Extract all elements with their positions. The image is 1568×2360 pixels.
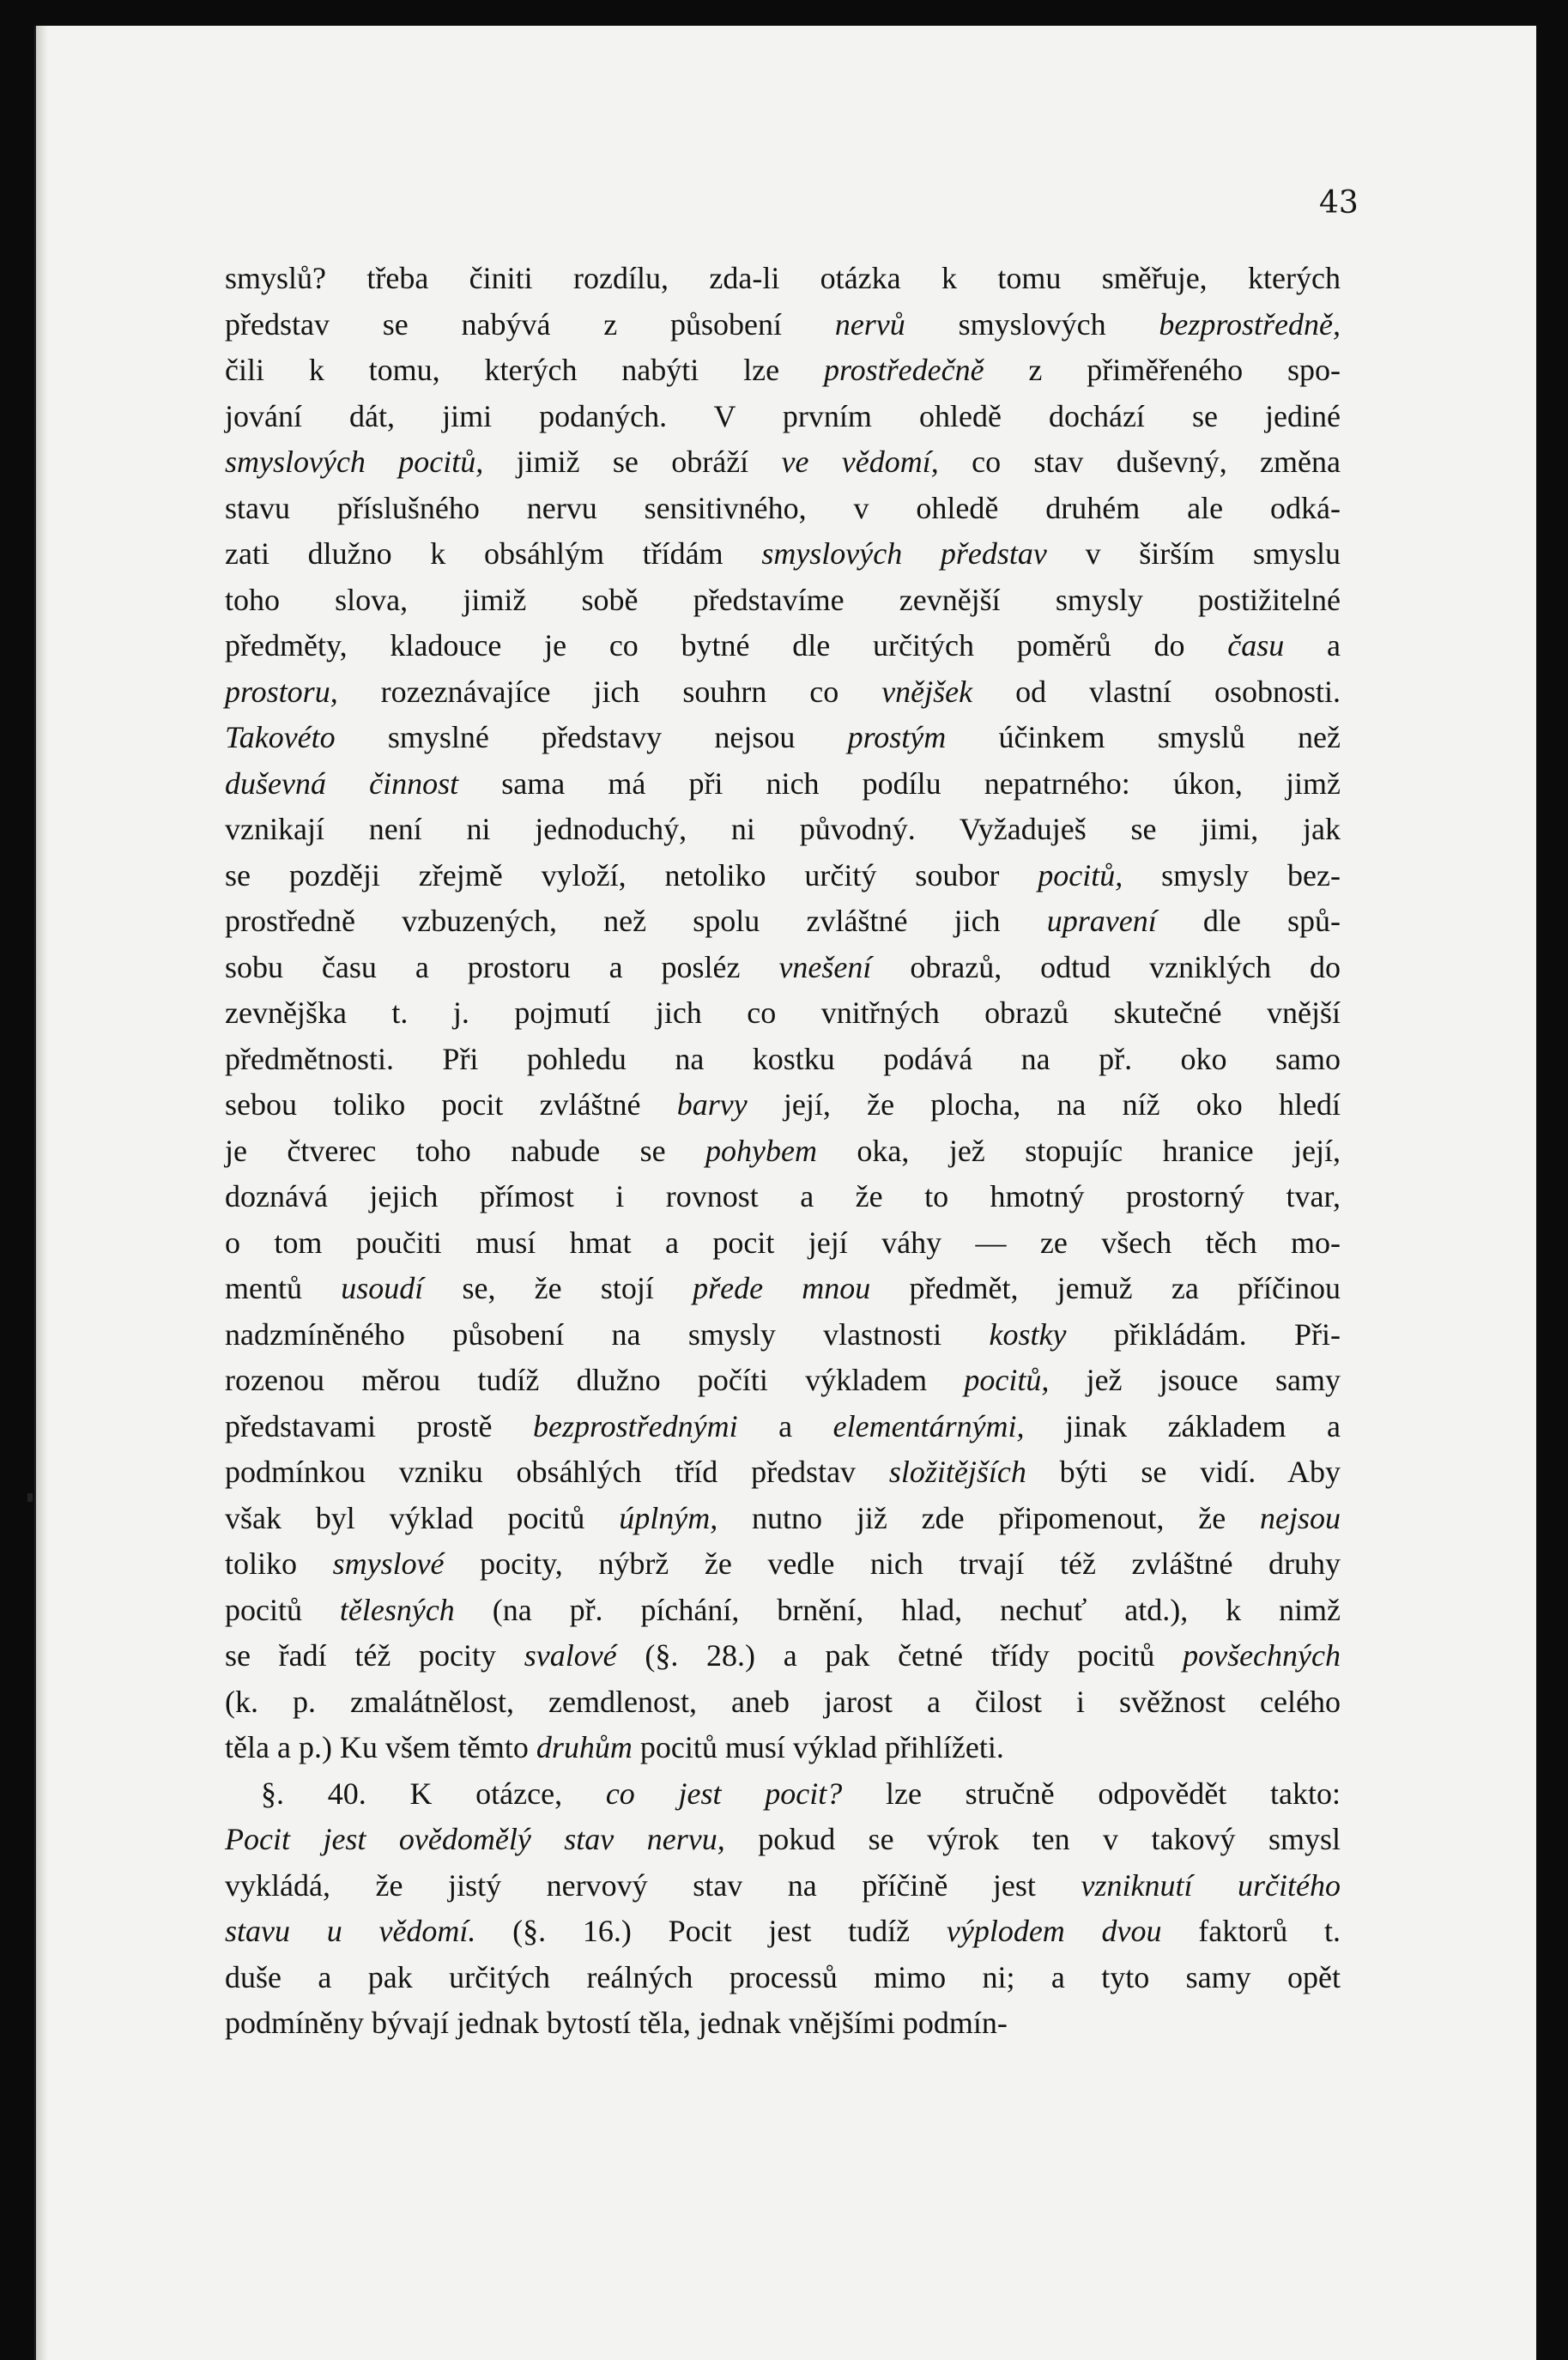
margin-mark [27, 1493, 33, 1502]
text-line: pocitů tělesných (na př. píchání, brnění, hlad, nechuť atd.), k nimž [225, 1592, 1341, 1627]
text-line: zati dlužno k obsáhlým třídám smyslových představ v širším smyslu [225, 536, 1341, 571]
text-line: Pocit jest ovědomělý stav nervu, pokud se výrok ten v takový smysl [225, 1822, 1341, 1856]
text-line: je čtverec toho nabude se pohybem oka, jež stopujíc hranice její, [225, 1133, 1341, 1168]
text-line: podmínkou vzniku obsáhlých tříd představ složitějších býti se vidí. Aby [225, 1455, 1341, 1489]
text-line: se řadí též pocity svalové (§. 28.) a pak četné třídy pocitů povšechných [225, 1638, 1341, 1673]
text-line: vznikají není ni jednoduchý, ni původný. Vyžaduješ se jimi, jak [225, 812, 1341, 846]
text-line: sobu času a prostoru a posléz vnešení obrazů, odtud vzniklých do [225, 949, 1341, 984]
text-line: Takovéto smyslné představy nejsou prostým účinkem smyslů než [225, 720, 1341, 754]
page-number: 43 [1319, 185, 1359, 221]
text-line: prostředně vzbuzených, než spolu zvláštné jich upravení dle spů- [225, 904, 1341, 938]
text-line: (k. p. zmalátnělost, zemdlenost, aneb jarost a čilost i svěžnost celého [225, 1684, 1341, 1719]
text-line: však byl výklad pocitů úplným, nutno již zde připomenout, že nejsou [225, 1500, 1341, 1535]
text-line: duševná činnost sama má při nich podílu nepatrného: úkon, jimž [225, 765, 1341, 801]
text-line: nadzmíněného působení na smysly vlastnosti kostky přikládám. Při- [225, 1316, 1341, 1352]
text-line: smyslů? třeba činiti rozdílu, zda-li otázka k tomu směřuje, kterých [225, 261, 1341, 295]
text-line: smyslových pocitů, jimiž se obráží ve vědomí, co stav duševný, změna [225, 445, 1341, 479]
text-line: představ se nabývá z působení nervů smyslových bezprostředně, [225, 306, 1341, 342]
text-line: duše a pak určitých reálných processů mimo ni; a tyto samy opět [225, 1959, 1341, 1994]
text-line: o tom poučiti musí hmat a pocit její váhy — ze všech těch mo- [225, 1225, 1341, 1260]
text-line: rozenou měrou tudíž dlužno počíti výkladem pocitů, jež jsouce samy [225, 1363, 1341, 1397]
text-line: podmíněny bývají jednak bytostí těla, jednak vnějšími podmín- [225, 2006, 1008, 2040]
text-line: předměty, kladouce je co bytné dle určitých poměrů do času a [225, 628, 1341, 663]
text-line: zevnějška t. j. pojmutí jich co vnitřných obrazů skutečné vnější [225, 995, 1341, 1030]
text-line: stavu příslušného nervu sensitivného, v ohledě druhém ale odká- [225, 490, 1341, 525]
text-line: doznává jejich přímost i rovnost a že to hmotný prostorný tvar, [225, 1179, 1341, 1213]
text-line: předmětnosti. Při pohledu na kostku podává na př. oko samo [225, 1041, 1341, 1076]
book-page [34, 26, 1538, 2360]
body-text [225, 256, 1341, 2047]
text-line: čili k tomu, kterých nabýti lze prostředečně z přiměřeného spo- [225, 353, 1341, 387]
text-line: mentů usoudí se, že stojí přede mnou předmět, jemuž za příčinou [225, 1271, 1341, 1305]
text-line: sebou toliko pocit zvláštné barvy její, že plocha, na níž oko hledí [225, 1087, 1341, 1122]
text-line: představami prostě bezprostřednými a elementárnými, jinak základem a [225, 1408, 1341, 1443]
text-line: §. 40. K otázce, co jest pocit? lze stručně odpovědět takto: [261, 1776, 1341, 1811]
scan-border-right [1536, 0, 1568, 2360]
text-line: se později zřejmě vyloží, netoliko určitý soubor pocitů, smysly bez- [225, 857, 1341, 893]
text-line: těla a p.) Ku všem těmto druhům pocitů musí výklad přihlížeti. [225, 1730, 1004, 1764]
text-line: stavu u vědomí. (§. 16.) Pocit jest tudíž výplodem dvou faktorů t. [225, 1914, 1341, 1948]
page-binding-edge [36, 26, 48, 2360]
text-line: vykládá, že jistý nervový stav na příčině jest vzniknutí určitého [225, 1867, 1341, 1903]
text-line: prostoru, rozeznávajíce jich souhrn co vnějšek od vlastní osobnosti. [225, 674, 1341, 709]
text-line: toliko smyslové pocity, nýbrž že vedle nich trvají též zvláštné druhy [225, 1546, 1341, 1581]
text-line: jování dát, jimi podaných. V prvním ohledě dochází se jediné [225, 398, 1341, 433]
text-line: toho slova, jimiž sobě představíme zevnější smysly postižitelné [225, 582, 1341, 617]
